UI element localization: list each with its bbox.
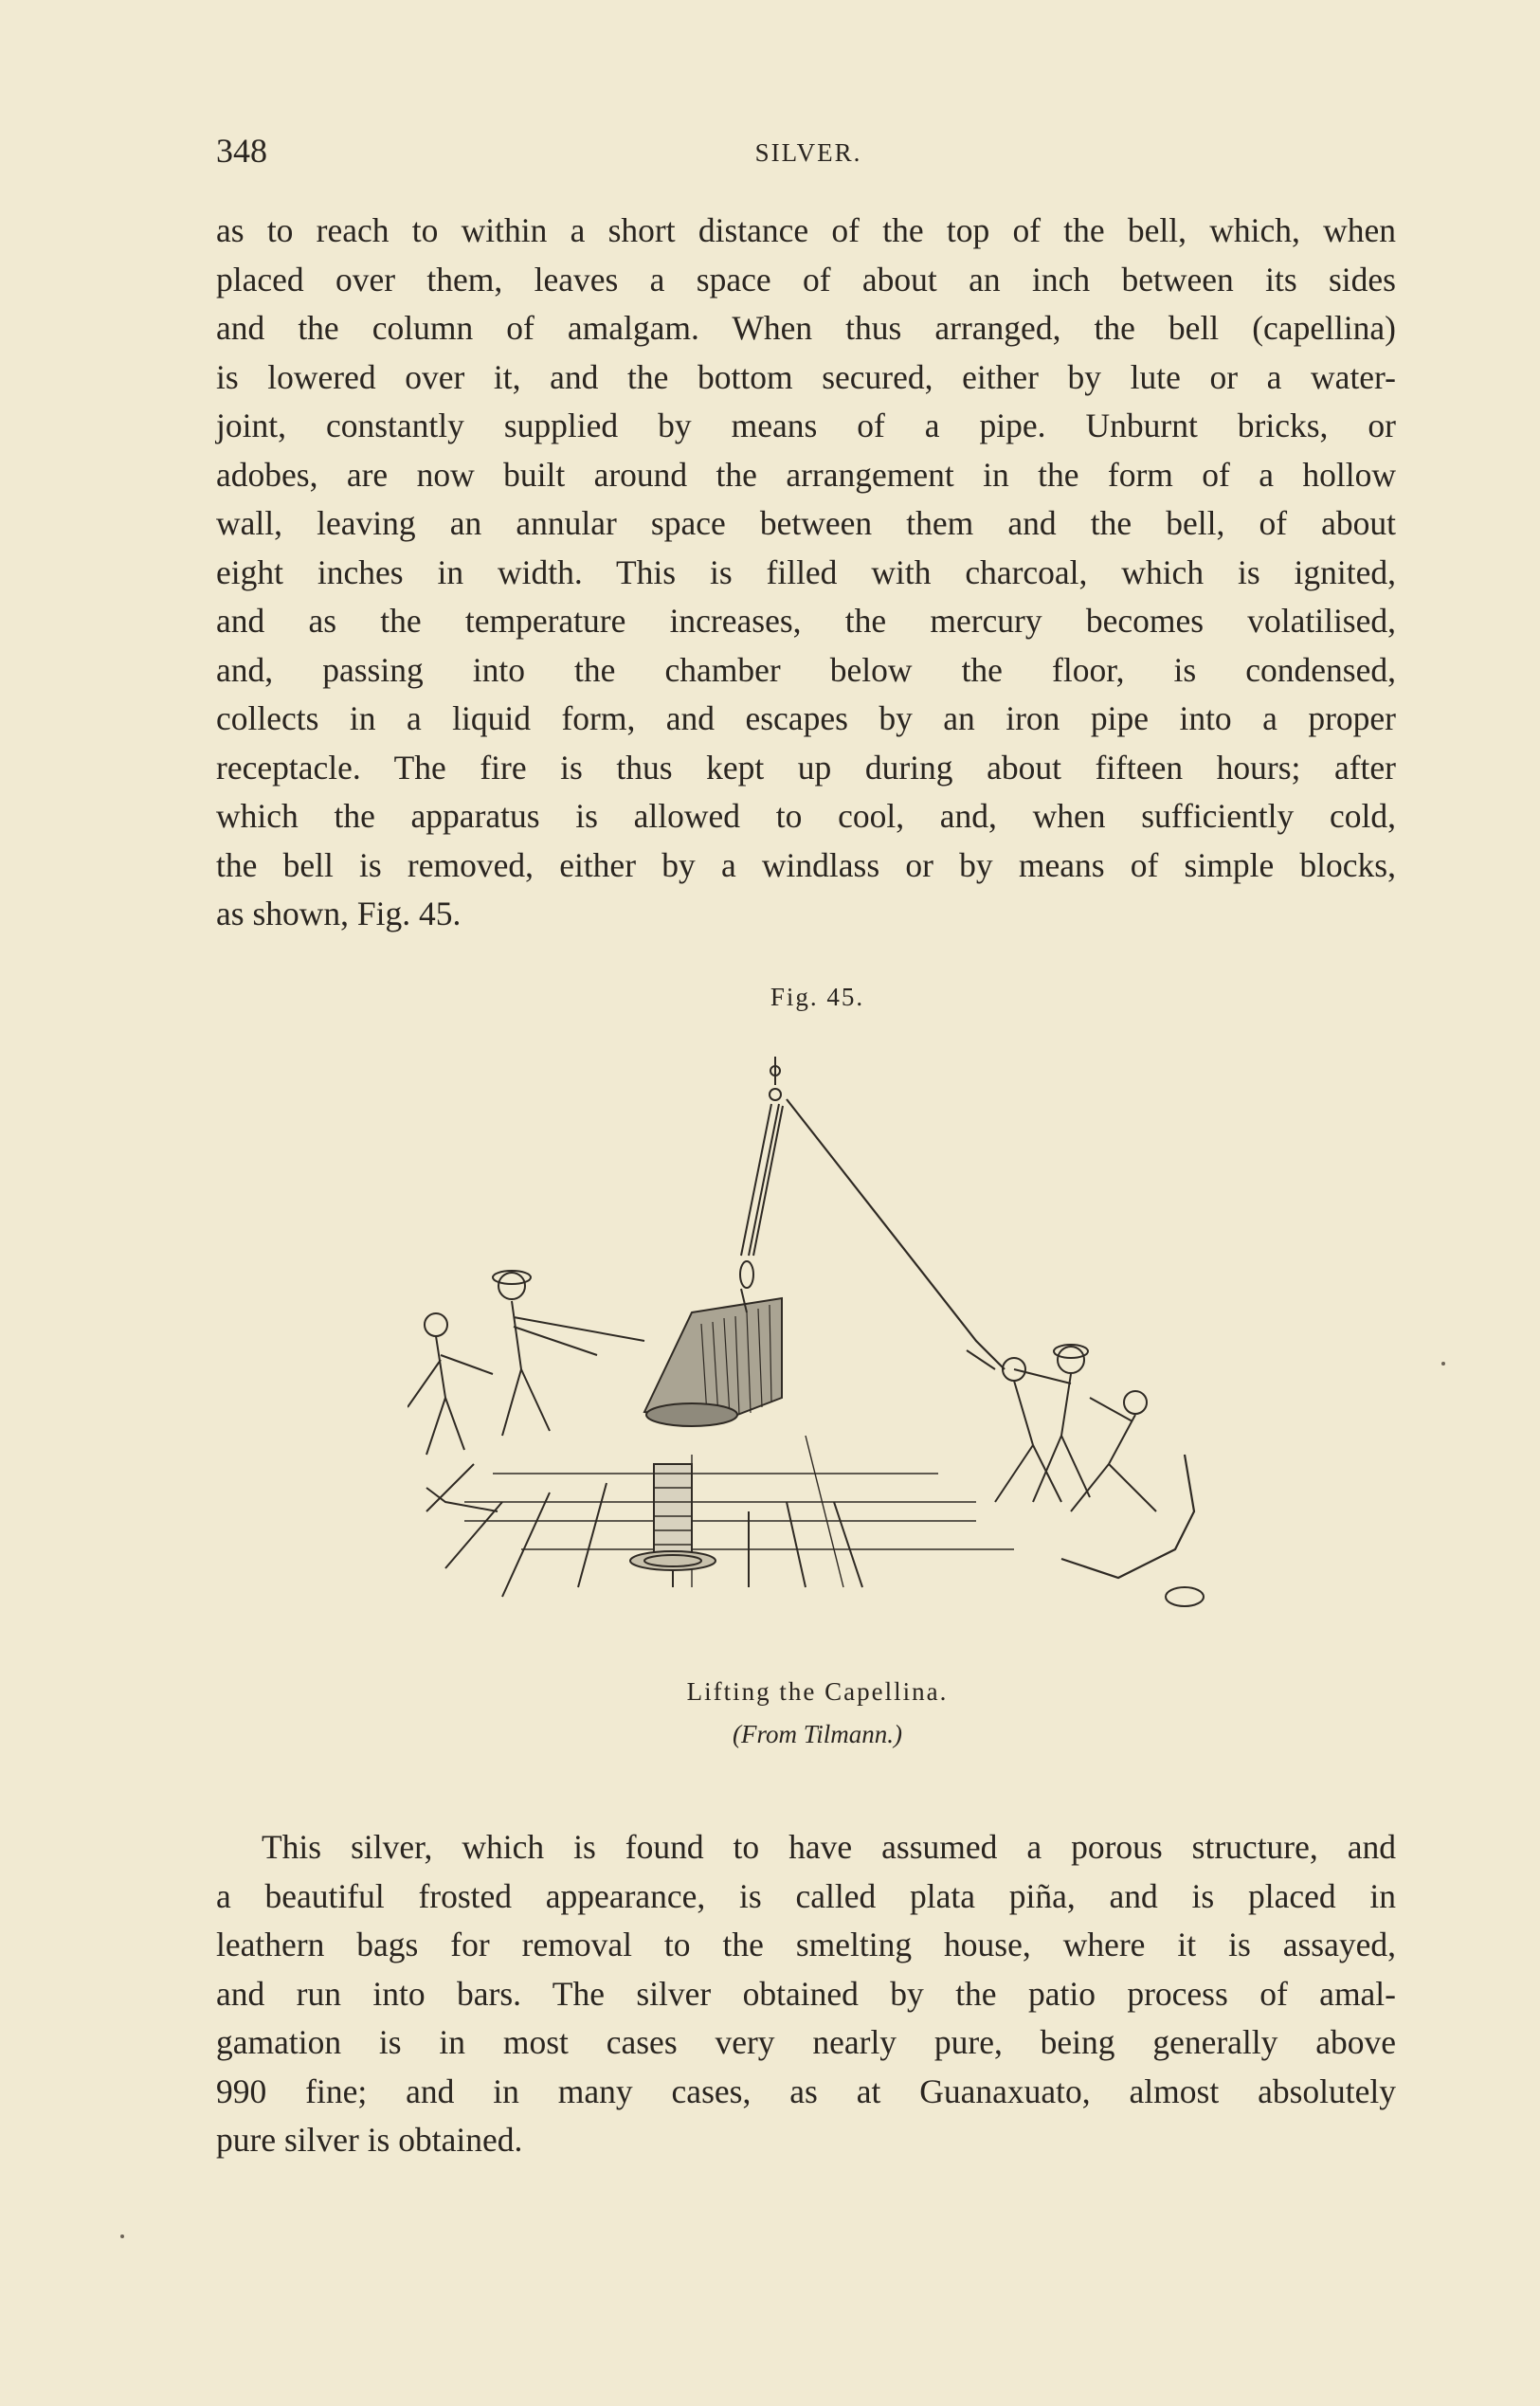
figure-label: Fig. 45. [770, 983, 865, 1011]
text-line: is lowered over it, and the bottom secured, either by lute or a water- [216, 357, 1396, 396]
text-line: and as the temperature increases, the mercury becomes volatilised, [216, 602, 1396, 640]
page-number: 348 [216, 132, 267, 170]
running-head [216, 131, 1401, 178]
text-line: which the apparatus is allowed to cool, and, when sufficiently cold, [216, 797, 1396, 835]
paper-speck [1441, 1362, 1445, 1366]
text-line: receptacle. The fire is thus kept up during about fifteen hours; after [216, 748, 1396, 787]
workers-left [408, 1271, 644, 1511]
paragraph-1 [216, 207, 1396, 939]
text-line: wall, leaving an annular space between them and the bell, of about [216, 504, 1396, 542]
text-line: and the column of amalgam. When thus arranged, the bell (capellina) [216, 309, 1396, 347]
figure-source: (From Tilmann.) [732, 1720, 902, 1748]
text-line: as shown, Fig. 45. [216, 895, 462, 932]
text-line: pure silver is obtained. [216, 2121, 523, 2159]
text-line: This silver, which is found to have assumed a porous structure, and [262, 1828, 1396, 1866]
paragraph-2 [216, 1823, 1396, 2165]
text-line: joint, constantly supplied by means of a pipe. Unburnt bricks, or [216, 407, 1396, 444]
text-line: as to reach to within a short distance of the top of the bell, which, when [216, 211, 1396, 249]
figure-illustration [408, 1057, 1241, 1673]
text-line: collects in a liquid form, and escapes by an iron pipe into a proper [216, 699, 1396, 737]
paper-speck [120, 2234, 124, 2238]
workers-right [967, 1345, 1204, 1606]
text-line: gamation is in most cases very nearly pure, being generally above [216, 2023, 1396, 2061]
text-line: and, passing into the chamber below the floor, is condensed, [216, 650, 1396, 689]
text-line: adobes, are now built around the arrangement in the form of a hollow [216, 455, 1396, 494]
text-line: and run into bars. The silver obtained by the patio process of amal- [216, 1974, 1396, 2013]
text-line: a beautiful frosted appearance, is called plata piña, and is placed in [216, 1876, 1396, 1915]
floor-grid-lines [426, 1436, 1014, 1597]
running-title: SILVER. [754, 138, 862, 167]
text-line: eight inches in width. This is filled with charcoal, which is ignited, [216, 552, 1396, 591]
capellina-bell [644, 1289, 782, 1426]
amalgam-column [630, 1464, 716, 1570]
text-line: placed over them, leaves a space of about an inch between its sides [216, 260, 1396, 298]
text-line: leathern bags for removal to the smelting house, where it is assayed, [216, 1926, 1396, 1963]
figure-caption: Lifting the Capellina. [686, 1677, 949, 1706]
text-line: the bell is removed, either by a windlass or by means of simple blocks, [216, 845, 1396, 884]
text-line: 990 fine; and in many cases, as at Guanaxuato, almost absolutely [216, 2071, 1396, 2110]
